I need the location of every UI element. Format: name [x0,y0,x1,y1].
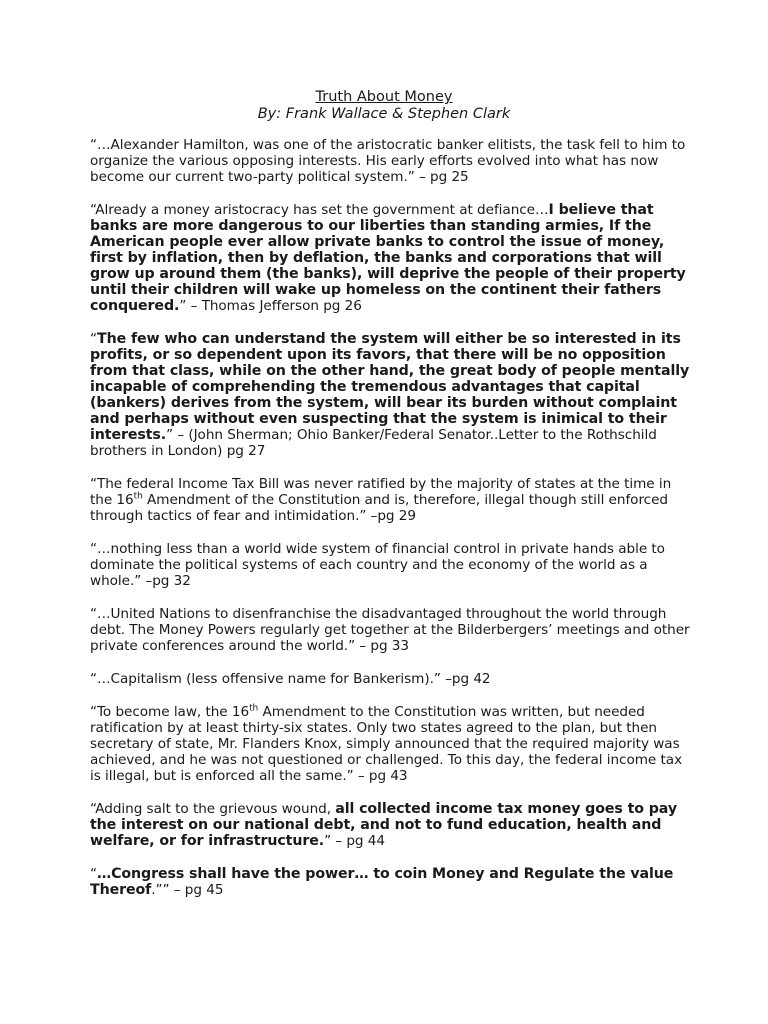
quote-text: “…nothing less than a world wide system of financial control in private hands able to dominate the political systems of each country and the economy of the world as a whole.” –pg 32 [90,541,665,589]
quote-16th-amendment [90,704,690,784]
quote-congress-power [90,866,690,898]
quote-text: “The federal Income Tax Bill was never ratified by the majority of states at the time in the 16 [90,476,672,508]
document-title: Truth About Money [315,89,453,105]
quote-sherman [90,331,690,459]
quote-text: “ [90,866,97,882]
quote-citation: ” – pg 44 [324,833,385,849]
quote-citation: .”” – pg 45 [151,882,224,898]
quote-text: Amendment of the Constitution and is, therefore, illegal though still enforced through tactics of fear and intimidation.” –pg 29 [90,492,668,524]
quote-text: “Already a money aristocracy has set the government at defiance… [90,202,549,218]
quote-text: Amendment to the Constitution was written, but needed ratification by at least thirty-six states. Only two states agreed to the plan, but then secretary of state, Mr. Flanders Knox, simply announced that the required majority was achieved, and he was not questioned or challenged. To this day, the federal income tax is illegal, but is enforced all the same.” – pg 43 [90,704,683,784]
quote-text: “ [90,331,97,347]
document-byline: By: Frank Wallace & Stephen Clark [257,106,511,122]
ordinal-suffix: th [133,491,143,502]
quote-emphasis: all collected income tax money goes to pay the interest on our national debt, and not to fund education, health and welfare, or for infrastructure. [90,801,677,849]
quote-emphasis: The few who can understand the system will either be so interested in its profits, or so dependent upon its favors, that there will be no opposition from that class, while on the other hand, the great body of people mentally incapable of comprehending the tremendous advantages that capital (bankers) derives from the system, will bear its burden without complaint and perhaps without even suspecting that the system is inimical to their interests. [90,331,690,443]
quote-citation: ” – Thomas Jefferson pg 26 [179,298,362,314]
quote-income-tax-bill [90,476,690,524]
quote-text: “…Capitalism (less offensive name for Bankerism).” –pg 42 [90,671,491,687]
quote-salt-wound [90,801,690,849]
quote-citation: ” – (John Sherman; Ohio Banker/Federal Senator..Letter to the Rothschild brothers in London) pg 27 [90,427,657,459]
ordinal-suffix: th [249,703,259,714]
quote-text: “…United Nations to disenfranchise the disadvantaged throughout the world through debt. The Money Powers regularly get together at the Bilderbergers’ meetings and other private conferences around the world.” – pg 33 [90,606,690,654]
quote-text: “…Alexander Hamilton, was one of the aristocratic banker elitists, the task fell to him to organize the various opposing interests. His early efforts evolved into what has now become our current two-party political system.” – pg 25 [90,137,686,185]
quote-text: “To become law, the 16 [90,704,250,720]
quote-emphasis: …Congress shall have the power… to coin Money and Regulate the value Thereof [90,866,674,898]
document-body [90,137,690,915]
quote-jefferson [90,202,690,314]
quote-capitalism [90,671,690,687]
quote-hamilton [90,137,690,185]
quote-text: “Adding salt to the grievous wound, [90,801,336,817]
document-header [0,89,768,123]
quote-emphasis: I believe that banks are more dangerous to our liberties than standing armies, If the American people ever allow private banks to control the issue of money, first by inflation, then by deflation, the banks and corporations that will grow up around them (the banks), will deprive the people of their property until their children will wake up homeless on the continent their fathers conquered. [90,202,686,314]
quote-financial-control [90,541,690,589]
quote-united-nations [90,606,690,654]
